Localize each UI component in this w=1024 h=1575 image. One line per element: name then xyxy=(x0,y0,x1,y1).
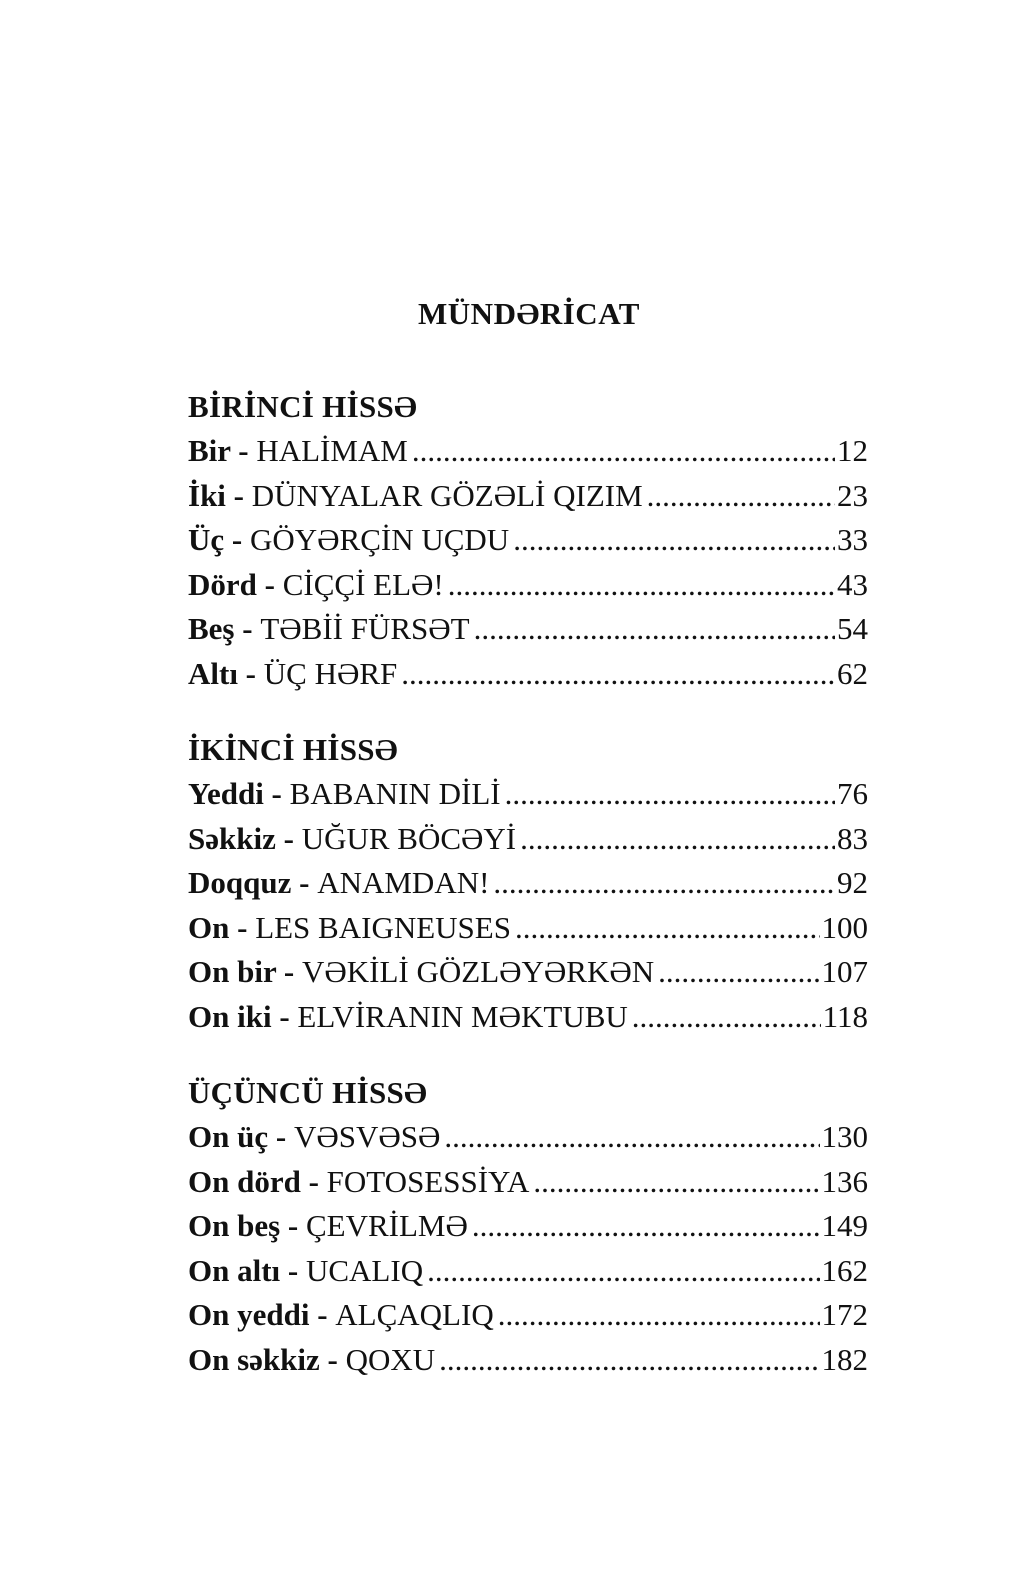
toc-entry[interactable] xyxy=(188,861,868,906)
toc-entry[interactable] xyxy=(188,474,868,519)
chapter-title: ELVİRANIN MƏKTUBU xyxy=(297,998,628,1034)
dot-leader xyxy=(498,1293,820,1338)
section-2 xyxy=(188,728,868,1039)
chapter-title: QOXU xyxy=(345,1341,436,1377)
chapter-title: ANAMDAN! xyxy=(317,865,490,900)
dot-leader xyxy=(493,861,835,906)
toc-entry[interactable] xyxy=(188,995,868,1040)
page-number: 118 xyxy=(822,998,868,1034)
toc-entry[interactable] xyxy=(188,563,868,608)
toc-entry[interactable] xyxy=(188,950,868,995)
dot-leader xyxy=(520,817,835,862)
dot-leader xyxy=(444,1115,819,1160)
page-number: 33 xyxy=(837,522,868,557)
page-number: 182 xyxy=(821,1341,868,1377)
chapter-number: Altı - xyxy=(188,655,257,691)
chapter-number: Yeddi - xyxy=(188,776,282,811)
section-heading: BİRİNCİ HİSSƏ xyxy=(188,389,418,424)
toc-entry[interactable] xyxy=(188,1115,868,1160)
dot-leader xyxy=(439,1338,819,1383)
dot-leader xyxy=(472,1204,820,1249)
chapter-number: Beş - xyxy=(188,611,253,646)
toc-entry[interactable] xyxy=(188,772,868,817)
toc-entry[interactable] xyxy=(188,518,868,563)
dot-leader xyxy=(632,995,821,1040)
dot-leader xyxy=(412,429,835,474)
page-number: 136 xyxy=(821,1163,868,1199)
toc-entry[interactable] xyxy=(188,607,868,652)
dot-leader xyxy=(474,607,835,652)
chapter-title: ÇEVRİLMƏ xyxy=(306,1208,468,1243)
page-number: 83 xyxy=(837,820,868,856)
toc-entry[interactable] xyxy=(188,1249,868,1294)
page-title: MÜNDƏRİCAT xyxy=(418,296,640,331)
chapter-title: VƏSVƏSƏ xyxy=(293,1119,441,1154)
dot-leader xyxy=(515,906,820,951)
section-heading: ÜÇÜNCÜ HİSSƏ xyxy=(188,1075,428,1110)
dot-leader xyxy=(533,1160,819,1205)
chapter-number: Bir - xyxy=(188,433,249,468)
page-number: 100 xyxy=(821,909,868,945)
page-number: 43 xyxy=(837,566,868,602)
chapter-number: On altı - xyxy=(188,1252,299,1288)
dot-leader xyxy=(658,950,819,995)
section-3 xyxy=(188,1071,868,1382)
toc-entry[interactable] xyxy=(188,1338,868,1383)
toc-entry[interactable] xyxy=(188,1293,868,1338)
section-1 xyxy=(188,385,868,696)
toc-entry[interactable] xyxy=(188,652,868,697)
toc-entry[interactable] xyxy=(188,1160,868,1205)
page-number: 76 xyxy=(837,776,868,811)
section-heading: İKİNCİ HİSSƏ xyxy=(188,732,398,767)
chapter-number: Üç - xyxy=(188,522,243,557)
dot-leader xyxy=(448,563,835,608)
dot-leader xyxy=(513,518,835,563)
dot-leader xyxy=(427,1249,819,1294)
chapter-title: TƏBİİ FÜRSƏT xyxy=(260,611,470,646)
page-number: 54 xyxy=(837,611,868,646)
chapter-title: ALÇAQLIQ xyxy=(335,1297,494,1332)
chapter-title: BABANIN DİLİ xyxy=(289,776,501,811)
chapter-title: UĞUR BÖCƏYİ xyxy=(301,820,517,856)
toc-entry[interactable] xyxy=(188,1204,868,1249)
chapter-number: On yeddi - xyxy=(188,1297,328,1332)
chapter-number: On beş - xyxy=(188,1208,299,1243)
chapter-title: UCALIQ xyxy=(305,1252,424,1288)
chapter-number: İki - xyxy=(188,477,244,513)
chapter-number: Dörd - xyxy=(188,566,275,602)
chapter-title: GÖYƏRÇİN UÇDU xyxy=(249,522,510,557)
chapter-title: ÜÇ HƏRF xyxy=(263,655,398,691)
page-number: 107 xyxy=(821,954,868,989)
chapter-title: DÜNYALAR GÖZƏLİ QIZIM xyxy=(251,477,643,513)
chapter-number: On üç - xyxy=(188,1119,287,1154)
toc-entry[interactable] xyxy=(188,906,868,951)
chapter-number: On səkkiz - xyxy=(188,1341,338,1377)
chapter-number: On iki - xyxy=(188,998,290,1034)
page-number: 149 xyxy=(821,1208,868,1243)
page-number: 162 xyxy=(821,1252,868,1288)
toc-entry[interactable] xyxy=(188,817,868,862)
page-number: 130 xyxy=(821,1119,868,1154)
chapter-title: LES BAIGNEUSES xyxy=(255,909,511,945)
chapter-title: CİÇÇİ ELƏ! xyxy=(282,566,444,602)
page-number: 23 xyxy=(837,477,868,513)
table-of-contents xyxy=(188,385,868,1414)
dot-leader xyxy=(647,474,835,519)
chapter-title: HALİMAM xyxy=(256,433,408,468)
page-number: 172 xyxy=(821,1297,868,1332)
chapter-number: On bir - xyxy=(188,954,295,989)
page-number: 92 xyxy=(837,865,868,900)
chapter-number: Doqquz - xyxy=(188,865,310,900)
dot-leader xyxy=(505,772,835,817)
chapter-title: VƏKİLİ GÖZLƏYƏRKƏN xyxy=(301,954,655,989)
chapter-number: On - xyxy=(188,909,248,945)
toc-entry[interactable] xyxy=(188,429,868,474)
chapter-number: Səkkiz - xyxy=(188,820,294,856)
dot-leader xyxy=(401,652,835,697)
chapter-number: On dörd - xyxy=(188,1163,319,1199)
page-number: 62 xyxy=(837,655,868,691)
chapter-title: FOTOSESSİYA xyxy=(326,1163,530,1199)
page-number: 12 xyxy=(837,433,868,468)
